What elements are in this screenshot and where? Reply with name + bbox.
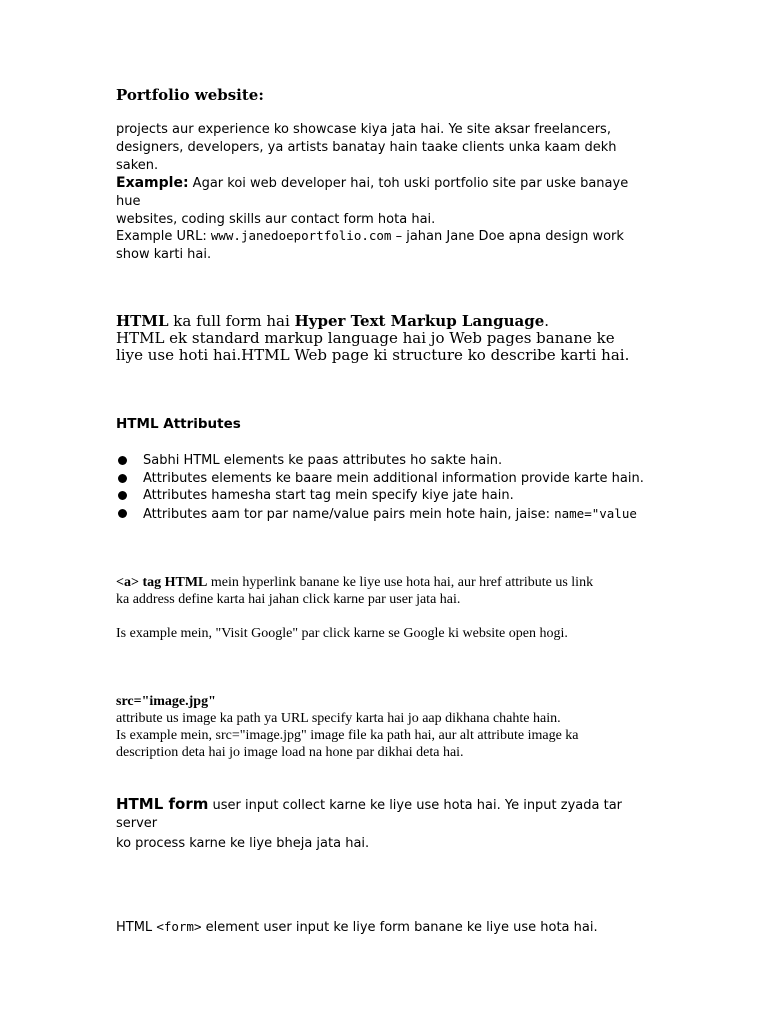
example-paragraph [116, 174, 656, 229]
form-line-2: ko process karne ke liye bheja jata hai. [116, 836, 370, 851]
bullet-icon [118, 509, 127, 518]
html-bold: HTML [116, 312, 169, 330]
html-def-text: ka full form hai [168, 312, 295, 330]
src-bold: src="image.jpg" [116, 694, 216, 709]
portfolio-heading: Portfolio website: [116, 86, 264, 104]
html-definition [116, 313, 676, 364]
a-tag-bold: <a> tag HTML [116, 575, 208, 590]
bullet-icon [118, 474, 127, 483]
list-item-text: Sabhi HTML elements ke paas attributes ho sakte hain. [143, 453, 503, 468]
bullet-icon [118, 491, 127, 500]
html-def-line-3: liye use hoti hai.HTML Web page ki structure ko describe karti hai. [116, 346, 630, 364]
portfolio-line-1: projects aur experience ko showcase kiya jata hai. Ye site aksar freelancers, [116, 122, 611, 137]
example-url-paragraph [116, 227, 656, 264]
list-item-text: Attributes aam tor par name/value pairs mein hote hain, jaise: [143, 506, 555, 522]
a-tag-text: mein hyperlink banane ke liye use hota hai, aur href attribute us link [207, 575, 594, 590]
url-suffix: – jahan Jane Doe apna design work [391, 229, 624, 244]
form-el-prefix: HTML [116, 920, 157, 935]
html-def-line-2: HTML ek standard markup language hai jo Web pages banane ke [116, 329, 615, 347]
bullet-icon [118, 456, 127, 465]
html-def-period: . [544, 312, 550, 330]
portfolio-paragraph [116, 121, 656, 175]
attributes-list [116, 452, 676, 522]
attributes-heading: HTML Attributes [116, 416, 241, 432]
form-element-paragraph [116, 918, 656, 937]
src-line-1: attribute us image ka path ya URL specify karta hai jo aap dikhana chahte hain. [116, 711, 561, 726]
a-tag-line-2: ka address define karta hai jahan click karne par user jata hai. [116, 592, 461, 607]
a-tag-example: Is example mein, "Visit Google" par click karne se Google ki website open hogi. [116, 626, 568, 641]
src-line-2: Is example mein, src="image.jpg" image file ka path hai, aur alt attribute image ka [116, 728, 579, 743]
list-item [116, 505, 676, 523]
a-tag-paragraph [116, 574, 656, 608]
example-line-2: websites, coding skills aur contact form hota hai. [116, 212, 436, 227]
portfolio-line-2: designers, developers, ya artists banatay hain taake clients unka kaam dekh saken. [116, 140, 617, 173]
example-label: Example: [116, 175, 189, 191]
src-line-3: description deta hai jo image load na hone par dikhai deta hai. [116, 745, 464, 760]
src-paragraph [116, 693, 656, 761]
list-item-text: Attributes hamesha start tag mein specify kiye jate hain. [143, 488, 514, 503]
form-paragraph [116, 795, 656, 853]
list-item [116, 452, 676, 470]
form-el-text: element user input ke liye form banane ke liye use hota hai. [201, 920, 598, 935]
list-item-text: Attributes elements ke baare mein additional information provide karte hain. [143, 470, 644, 486]
form-code: <form> [156, 919, 202, 934]
url-prefix: Example URL: [116, 229, 211, 244]
list-item [116, 487, 676, 505]
attribute-code: name="value [554, 505, 637, 521]
form-bold: HTML form [116, 795, 209, 813]
form-text: user input collect karne ke liye use hota hai. Ye input zyada tar server [116, 798, 623, 831]
example-url: www.janedoeportfolio.com [210, 228, 392, 243]
url-line-2: show karti hai. [116, 247, 212, 262]
list-item [116, 470, 676, 488]
hypertext-bold: Hyper Text Markup Language [294, 312, 545, 330]
example-text: Agar koi web developer hai, toh uski portfolio site par uske banaye hue [116, 176, 629, 209]
